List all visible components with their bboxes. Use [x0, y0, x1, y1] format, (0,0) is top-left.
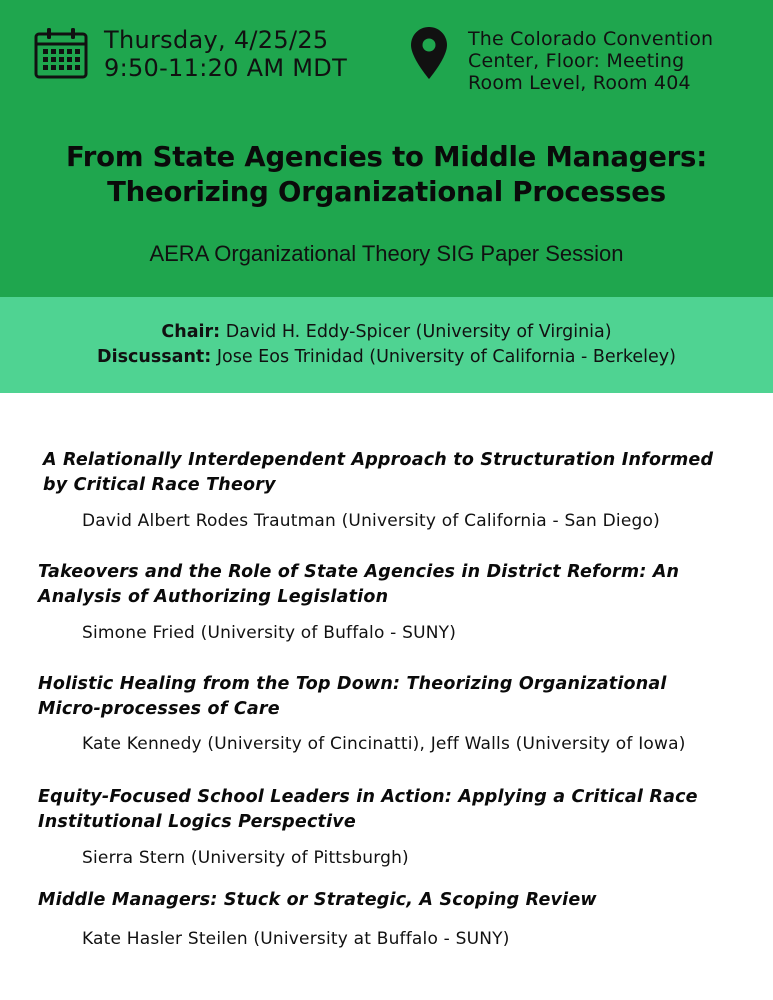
discussant-line — [0, 345, 773, 369]
session-type: AERA Organizational Theory SIG Paper Session — [149, 241, 624, 266]
session-title-line: From State Agencies to Middle Managers: — [65, 141, 708, 173]
paper-title-line: Institutional Logics Perspective — [38, 812, 356, 832]
session-title — [0, 140, 773, 210]
session-title-line: Theorizing Organizational Processes — [107, 176, 666, 208]
paper-authors: David Albert Rodes Trautman (University of California - San Diego) — [82, 511, 660, 531]
paper-authors: Sierra Stern (University of Pittsburgh) — [82, 848, 409, 868]
map-pin-icon — [410, 26, 448, 80]
discussant-label: Discussant: — [97, 347, 212, 367]
paper-title — [38, 888, 758, 913]
chair-label: Chair: — [161, 322, 221, 342]
date-time-block — [104, 26, 347, 82]
paper-authors: Kate Kennedy (University of Cincinatti), Jeff Walls (University of Iowa) — [82, 734, 686, 754]
paper-title-line: Takeovers and the Role of State Agencies in District Reform: An — [38, 562, 680, 582]
paper-title-line: Analysis of Authorizing Legislation — [38, 587, 389, 607]
venue-line: Room Level, Room 404 — [468, 72, 691, 94]
paper-title-line: Micro-processes of Care — [38, 699, 280, 719]
paper-title-line: Middle Managers: Stuck or Strategic, A Scoping Review — [38, 890, 597, 910]
paper-authors: Kate Hasler Steilen (University at Buffalo - SUNY) — [82, 929, 510, 949]
paper-title-line: by Critical Race Theory — [43, 475, 276, 495]
paper-title — [38, 785, 758, 835]
paper-authors: Simone Fried (University of Buffalo - SUNY) — [82, 623, 457, 643]
paper-title — [38, 672, 758, 722]
paper-title — [38, 560, 758, 610]
calendar-icon — [34, 27, 88, 79]
venue-block — [468, 28, 768, 94]
paper-title-line: Equity-Focused School Leaders in Action: Applying a Critical Race — [38, 787, 698, 807]
chair-value: David H. Eddy-Spicer (University of Virginia) — [220, 322, 612, 342]
venue-line: The Colorado Convention — [468, 28, 714, 50]
paper-title — [43, 448, 763, 498]
event-time: 9:50-11:20 AM MDT — [104, 54, 348, 82]
paper-title-line: Holistic Healing from the Top Down: Theorizing Organizational — [38, 674, 667, 694]
event-date: Thursday, 4/25/25 — [104, 26, 329, 54]
paper-title-line: A Relationally Interdependent Approach to Structuration Informed — [43, 450, 714, 470]
venue-line: Center, Floor: Meeting — [468, 50, 685, 72]
discussant-value: Jose Eos Trinidad (University of California - Berkeley) — [211, 347, 676, 367]
chair-line — [0, 320, 773, 344]
